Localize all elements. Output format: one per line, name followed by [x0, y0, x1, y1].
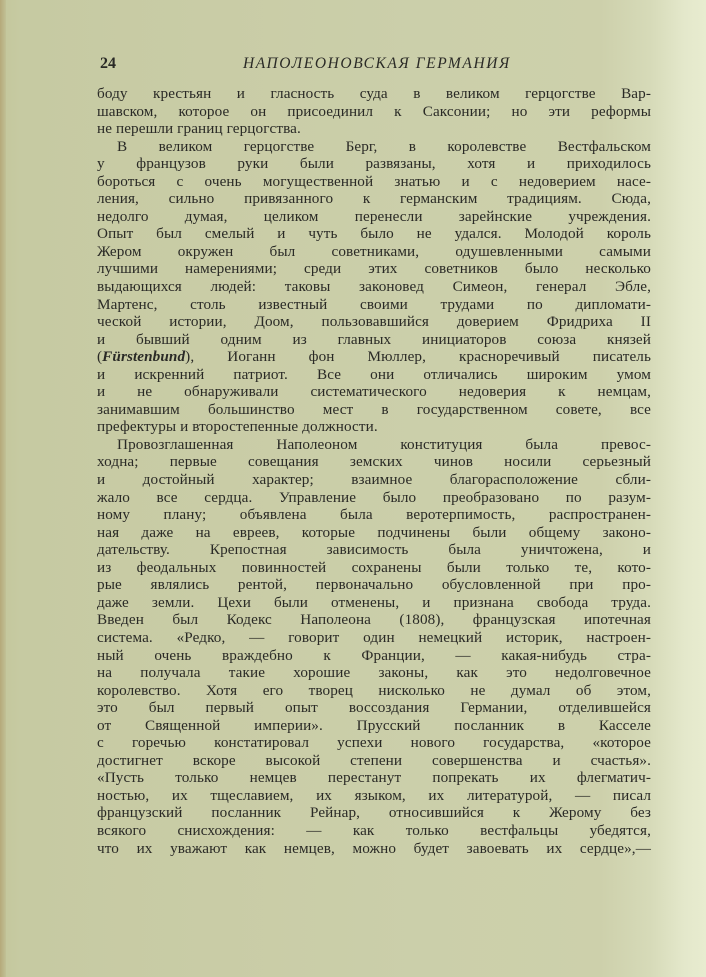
text-line: достигнет вскоре высокой степени совершенства и счастья».: [97, 751, 651, 769]
text-line: ческой истории, Доом, пользовавшийся доверием Фридриха II: [97, 313, 651, 331]
page-number: 24: [100, 55, 116, 72]
text-line: ный очень враждебно к Франции, — какая-нибудь стра-: [97, 646, 651, 664]
text-line: и достойный характер; взаимное благорасположение сбли-: [97, 471, 651, 489]
text-line: система. «Редко, — говорит один немецкий историк, настроен-: [97, 628, 651, 646]
text-line: префектуры и второстепенные должности.: [97, 418, 378, 436]
text-line: даже земли. Цехи были отменены, и признана свобода труда.: [97, 593, 651, 611]
page-header: [97, 55, 651, 81]
text-line: ная даже на евреев, которые подчинены были общему законо-: [97, 523, 651, 541]
text-line: ления, сильно привязанного к германским традициям. Сюда,: [97, 190, 651, 208]
text-line: не перешли границ герцогства.: [97, 120, 301, 138]
text-line: занимавшим большинство мест в государственном совете, все: [97, 400, 651, 418]
running-title: НАПОЛЕОНОВСКАЯ ГЕРМАНИЯ: [243, 55, 511, 72]
text-line: и не обнаруживали систематического недоверия к немцам,: [97, 383, 651, 401]
book-page: [97, 55, 651, 857]
text-line: жало все сердца. Управление было преобразовано по разум-: [97, 488, 651, 506]
text-line: и искренний патриот. Все они отличались широким умом: [97, 365, 651, 383]
text-line: из феодальных повинностей сохранены были только те, кото-: [97, 558, 651, 576]
text-line: боду крестьян и гласность суда в великом герцогстве Вар-: [97, 85, 651, 102]
text-line: королевство. Хотя его творец нисколько не думал об этом,: [97, 681, 651, 699]
text-line: (Fürstenbund), Иоганн фон Мюллер, красноречивый писатель: [97, 348, 651, 366]
text-line: недолго думая, целиком перенесли зарейнские учреждения.: [97, 207, 651, 225]
text-line: Мартенс, столь известный своими трудами по дипломати-: [97, 295, 651, 313]
italic-term: Fürstenbund: [102, 348, 186, 366]
text-line: на получала такие хорошие законы, как это недолговечное: [97, 664, 651, 682]
text-line: что их уважают как немцев, можно будет завоевать их сердце»,—: [97, 839, 651, 857]
text-line: ходна; первые совещания земских чинов носили серьезный: [97, 453, 651, 471]
text-line: и бывший одним из главных инициаторов союза князей: [97, 330, 651, 348]
text-line: ностью, их тщеславием, их языком, их литературой, — писал: [97, 786, 651, 804]
text-line: дательству. Крепостная зависимость была уничтожена, и: [97, 541, 651, 559]
text-line: шавском, которое он присоединил к Саксонии; но эти реформы: [97, 102, 651, 120]
text-line: с горечью констатировал успехи нового государства, «которое: [97, 734, 651, 752]
text-line: Провозглашенная Наполеоном конституция была превос-: [117, 435, 651, 453]
text-line: рые являлись рентой, первоначально обусловленной при про-: [97, 576, 651, 594]
body-text: [97, 85, 651, 857]
text-line: от Священной империи». Прусский посланник в Касселе: [97, 716, 651, 734]
text-line: всякого снисхождения: — как только вестфальцы убедятся,: [97, 821, 651, 839]
book-spine-edge: [0, 0, 6, 977]
text-line: ному плану; объявлена была веротерпимость, распространен-: [97, 506, 651, 524]
text-line: бороться с очень могущественной знатью и с недоверием насе-: [97, 172, 651, 190]
text-line: Введен был Кодекс Наполеона (1808), французская ипотечная: [97, 611, 651, 629]
text-line: это был первый опыт воссоздания Германии, отделившейся: [97, 699, 651, 717]
text-line: лучшими намерениями; среди этих советников было несколько: [97, 260, 651, 278]
text-line: французский посланник Рейнар, относившийся к Жерому без: [97, 804, 651, 822]
text-line: Жером окружен был советниками, одушевленными самыми: [97, 242, 651, 260]
text-line: выдающихся людей: таковы законовед Симеон, генерал Эбле,: [97, 278, 651, 296]
text-line: у французов руки были развязаны, хотя и приходилось: [97, 155, 651, 173]
text-line: В великом герцогстве Берг, в королевстве Вестфальском: [117, 137, 651, 155]
text-line: Опыт был смелый и чуть было не удался. Молодой король: [97, 225, 651, 243]
text-line: «Пусть только немцев перестанут попрекать их флегматич-: [97, 769, 651, 787]
